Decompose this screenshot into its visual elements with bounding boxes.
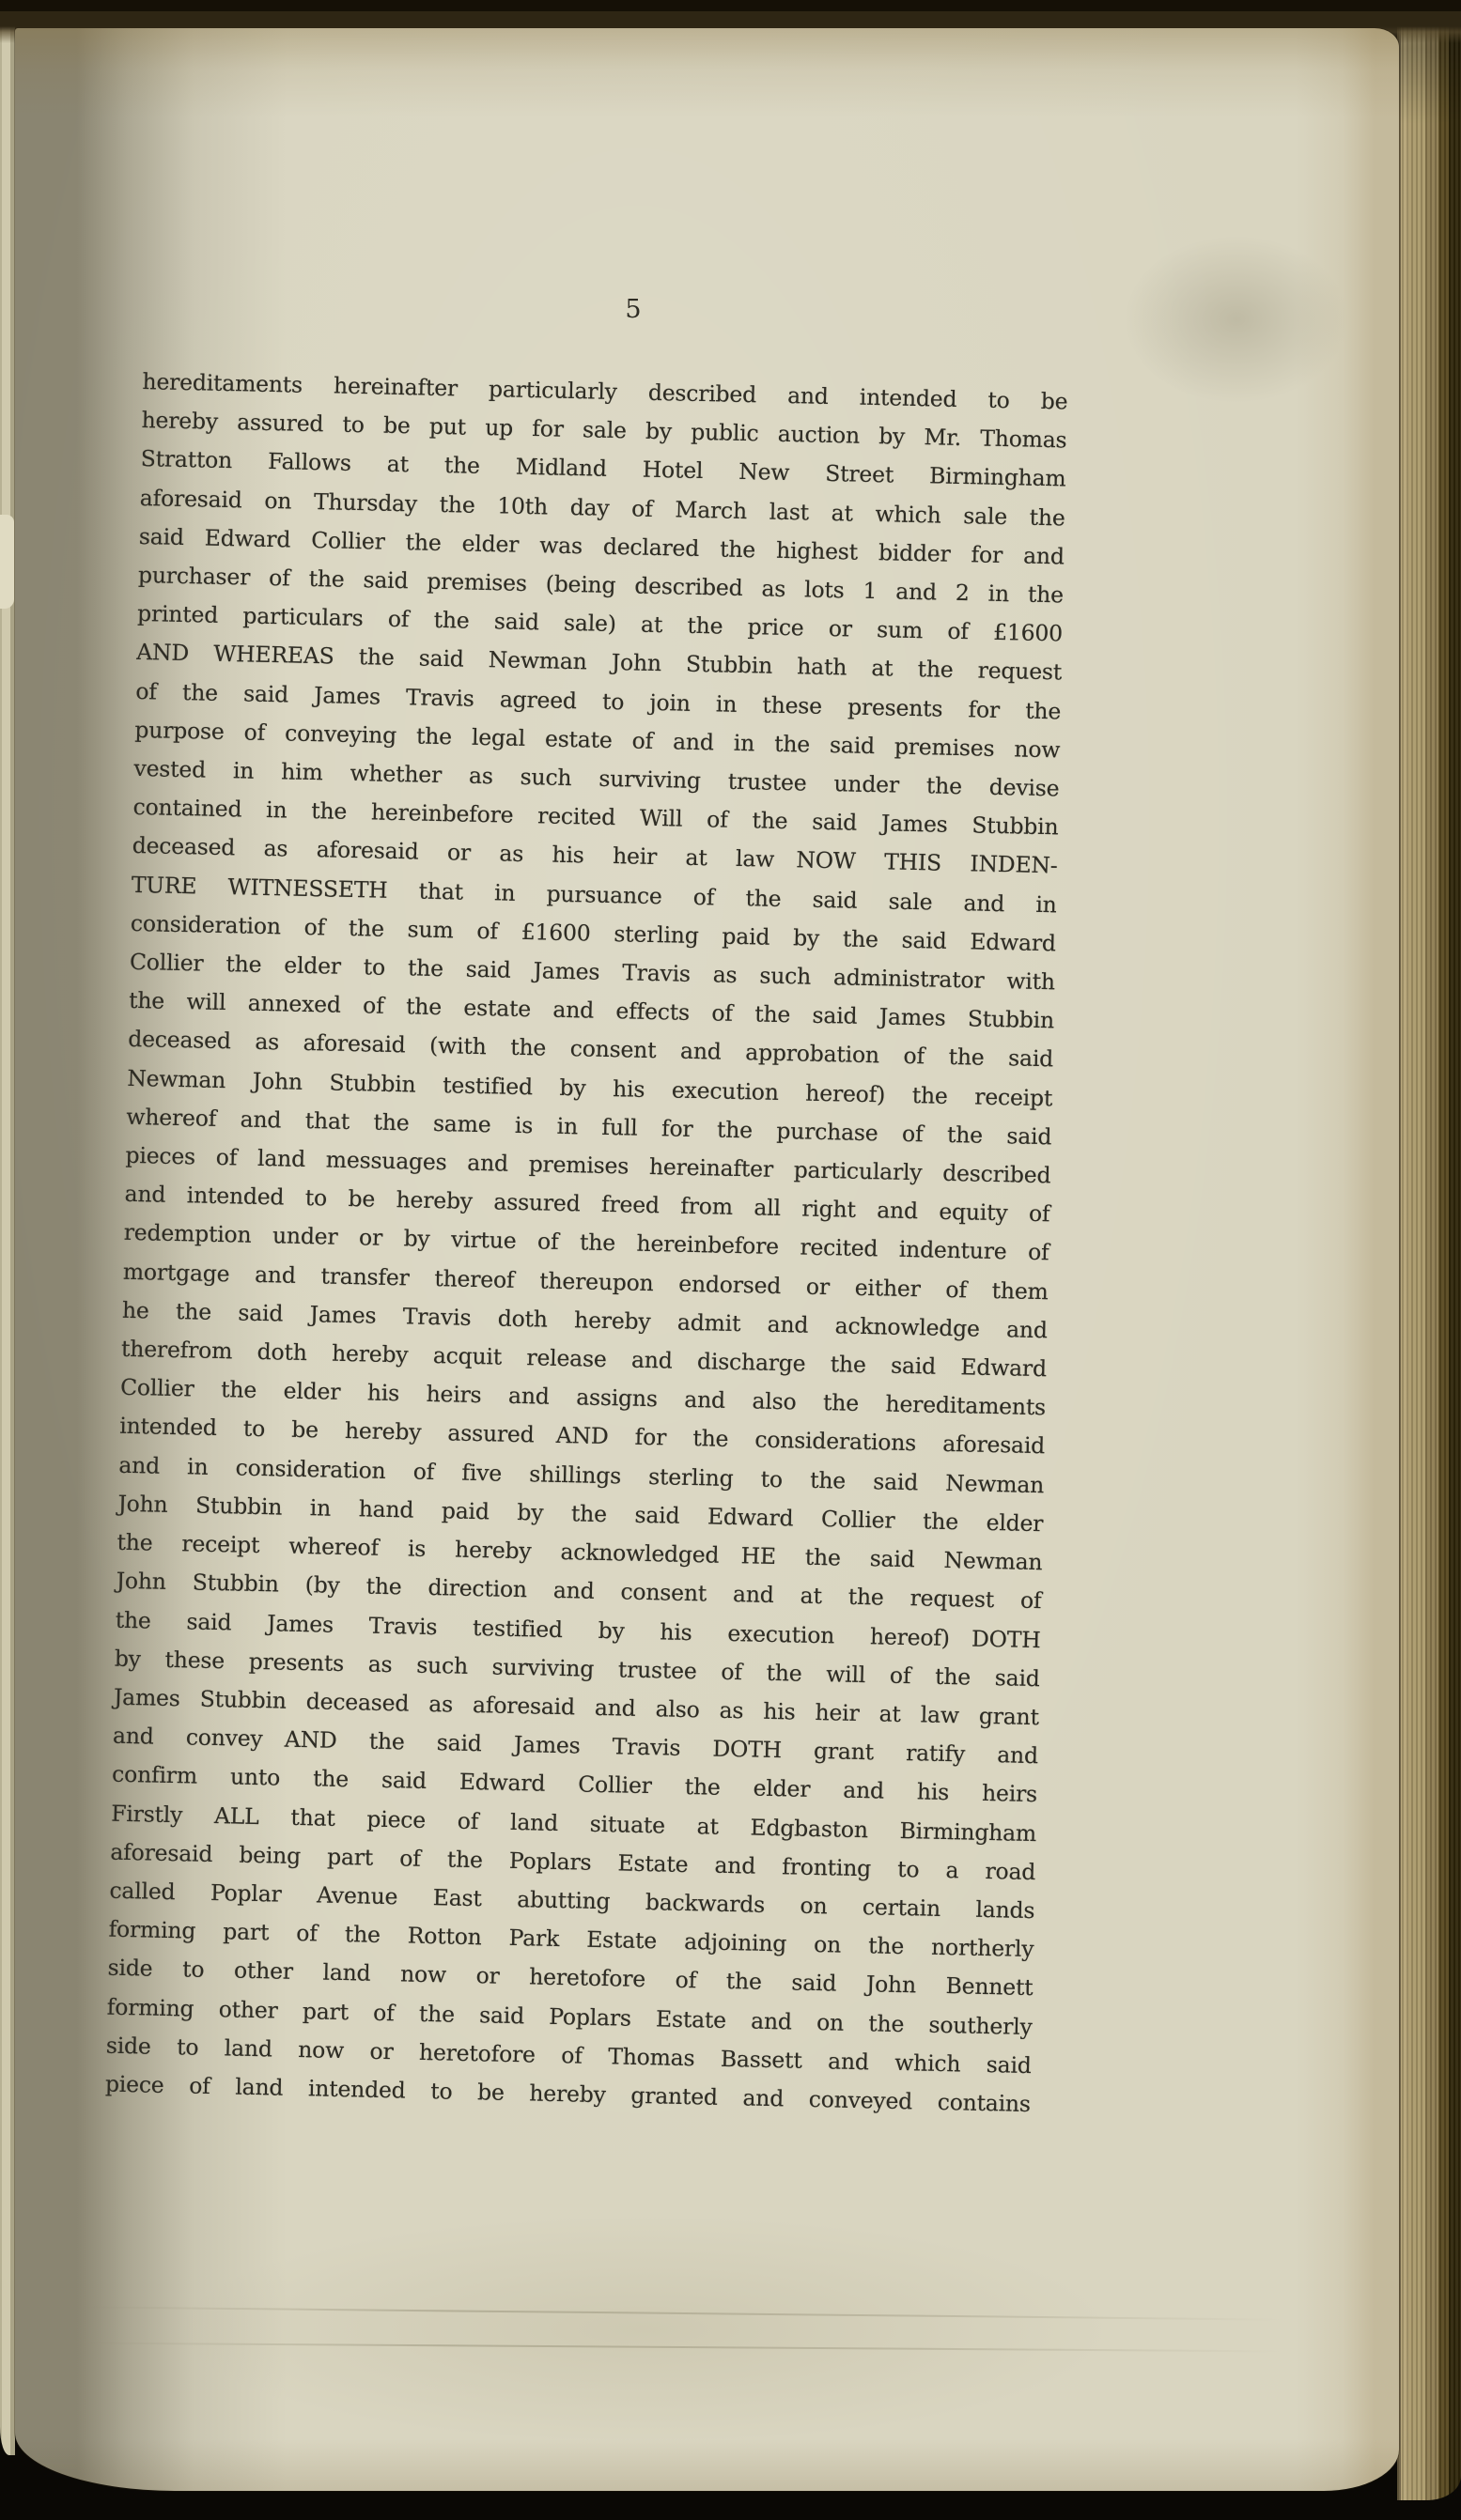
text-line: hereby assured to be put up for sale by public auction by Mr. Thomas (141, 407, 1067, 454)
text-line: the receipt whereof is hereby acknowledged HE the said Newman (117, 1528, 1043, 1576)
text-line: called Poplar Avenue East abutting backwards on certain lands (109, 1877, 1035, 1925)
text-line: and convey AND the said James Travis DOTH grant ratify and (112, 1722, 1039, 1770)
text-line: by these presents as such surviving trustee of the will of the said (114, 1645, 1040, 1692)
text-line: the will annexed of the estate and effects of the said James Stubbin (128, 987, 1055, 1034)
paper-smudge-stain (1124, 235, 1349, 404)
text-line: Firstly ALL that piece of land situate at Edgbaston Birmingham (111, 1800, 1037, 1847)
text-line: Newman John Stubbin testified by his execution hereof) the receipt (127, 1064, 1053, 1111)
text-line: therefrom doth hereby acquit release and discharge the said Edward (120, 1335, 1048, 1383)
text-line: deceased as aforesaid or as his heir at law NOW THIS INDEN- (132, 832, 1058, 879)
text-line: vested in him whether as such surviving trustee under the devise (133, 754, 1060, 802)
text-line: purpose of conveying the legal estate of and in the said premises now (134, 716, 1061, 764)
paper-bottom-stain (184, 2217, 1105, 2442)
torn-page-notch (0, 515, 14, 609)
text-line: aforesaid on Thursday the 10th day of March last at which sale the (139, 484, 1065, 532)
page-number: 5 (625, 295, 642, 324)
text-line: he the said James Travis doth hereby admit and acknowledge and (121, 1296, 1049, 1344)
body-text (105, 363, 1068, 2124)
text-line: James Stubbin deceased as aforesaid and also as his heir at law grant (113, 1683, 1040, 1731)
book-fore-edge-pages (1397, 11, 1461, 2500)
text-line: contained in the hereinbefore recited Will of the said James Stubbin (132, 794, 1059, 841)
text-line: hereditaments hereinafter particularly described and intended to be (142, 367, 1068, 415)
text-line: Collier the elder his heirs and assigns and also the hereditaments (119, 1374, 1047, 1421)
text-line: the said James Travis testified by his execution hereof) DOTH (115, 1606, 1041, 1653)
text-line: confirm unto the said Edward Collier the elder and his heirs (111, 1760, 1038, 1808)
text-line: deceased as aforesaid (with the consent and approbation of the said (127, 1026, 1054, 1073)
text-line: pieces of land messuages and premises hereinafter particularly described (125, 1141, 1051, 1189)
text-line: John Stubbin (by the direction and consent and at the request of (116, 1567, 1042, 1615)
text-line: whereof and that the same is in full for the purchase of the said (126, 1103, 1052, 1151)
text-line: forming other part of the said Poplars Estate and on the southerly (106, 1993, 1033, 2040)
text-line: TURE WITNESSETH that in pursuance of the said sale and in (131, 871, 1057, 918)
text-line: said Edward Collier the elder was declared the highest bidder for and (138, 522, 1065, 570)
paper-crease-line (81, 2342, 1283, 2353)
document-page (15, 28, 1399, 2491)
text-line: Stratton Fallows at the Midland Hotel New Street Birmingham (140, 445, 1066, 492)
text-line: side to land now or heretofore of Thomas Bassett and which said (105, 2032, 1032, 2079)
text-line: Collier the elder to the said James Travis as such administrator with (129, 948, 1056, 996)
text-line: redemption under or by virtue of the hereinbefore recited indenture of (123, 1219, 1049, 1266)
text-line: of the said James Travis agreed to join in these presents for the (135, 677, 1062, 725)
adjacent-page-edge (0, 23, 15, 2455)
paper-crease-line (81, 2306, 1283, 2320)
text-line: and intended to be hereby assured freed from all right and equity of (124, 1181, 1050, 1228)
text-line: intended to be hereby assured AND for the considerations aforesaid (118, 1413, 1046, 1460)
text-line: AND WHEREAS the said Newman John Stubbin hath at the request (135, 639, 1063, 686)
text-line: consideration of the sum of £1600 sterling paid by the said Edward (130, 909, 1057, 957)
text-line: aforesaid being part of the Poplars Estate and fronting to a road (110, 1838, 1036, 1885)
text-line: printed particulars of the said sale) at the price or sum of £1600 (136, 600, 1064, 647)
text-line: forming part of the Rotton Park Estate adjoining on the northerly (108, 1915, 1034, 1963)
text-line: piece of land intended to be hereby granted and conveyed contains (104, 2070, 1032, 2117)
text-line: side to other land now or heretofore of the said John Bennett (107, 1954, 1034, 2002)
text-line: John Stubbin in hand paid by the said Edward Collier the elder (117, 1490, 1044, 1538)
text-line: purchaser of the said premises (being described as lots 1 and 2 in the (137, 561, 1065, 609)
text-line: and in consideration of five shillings sterling to the said Newman (118, 1451, 1045, 1498)
text-line: mortgage and transfer thereof thereupon endorsed or either of them (122, 1258, 1049, 1305)
